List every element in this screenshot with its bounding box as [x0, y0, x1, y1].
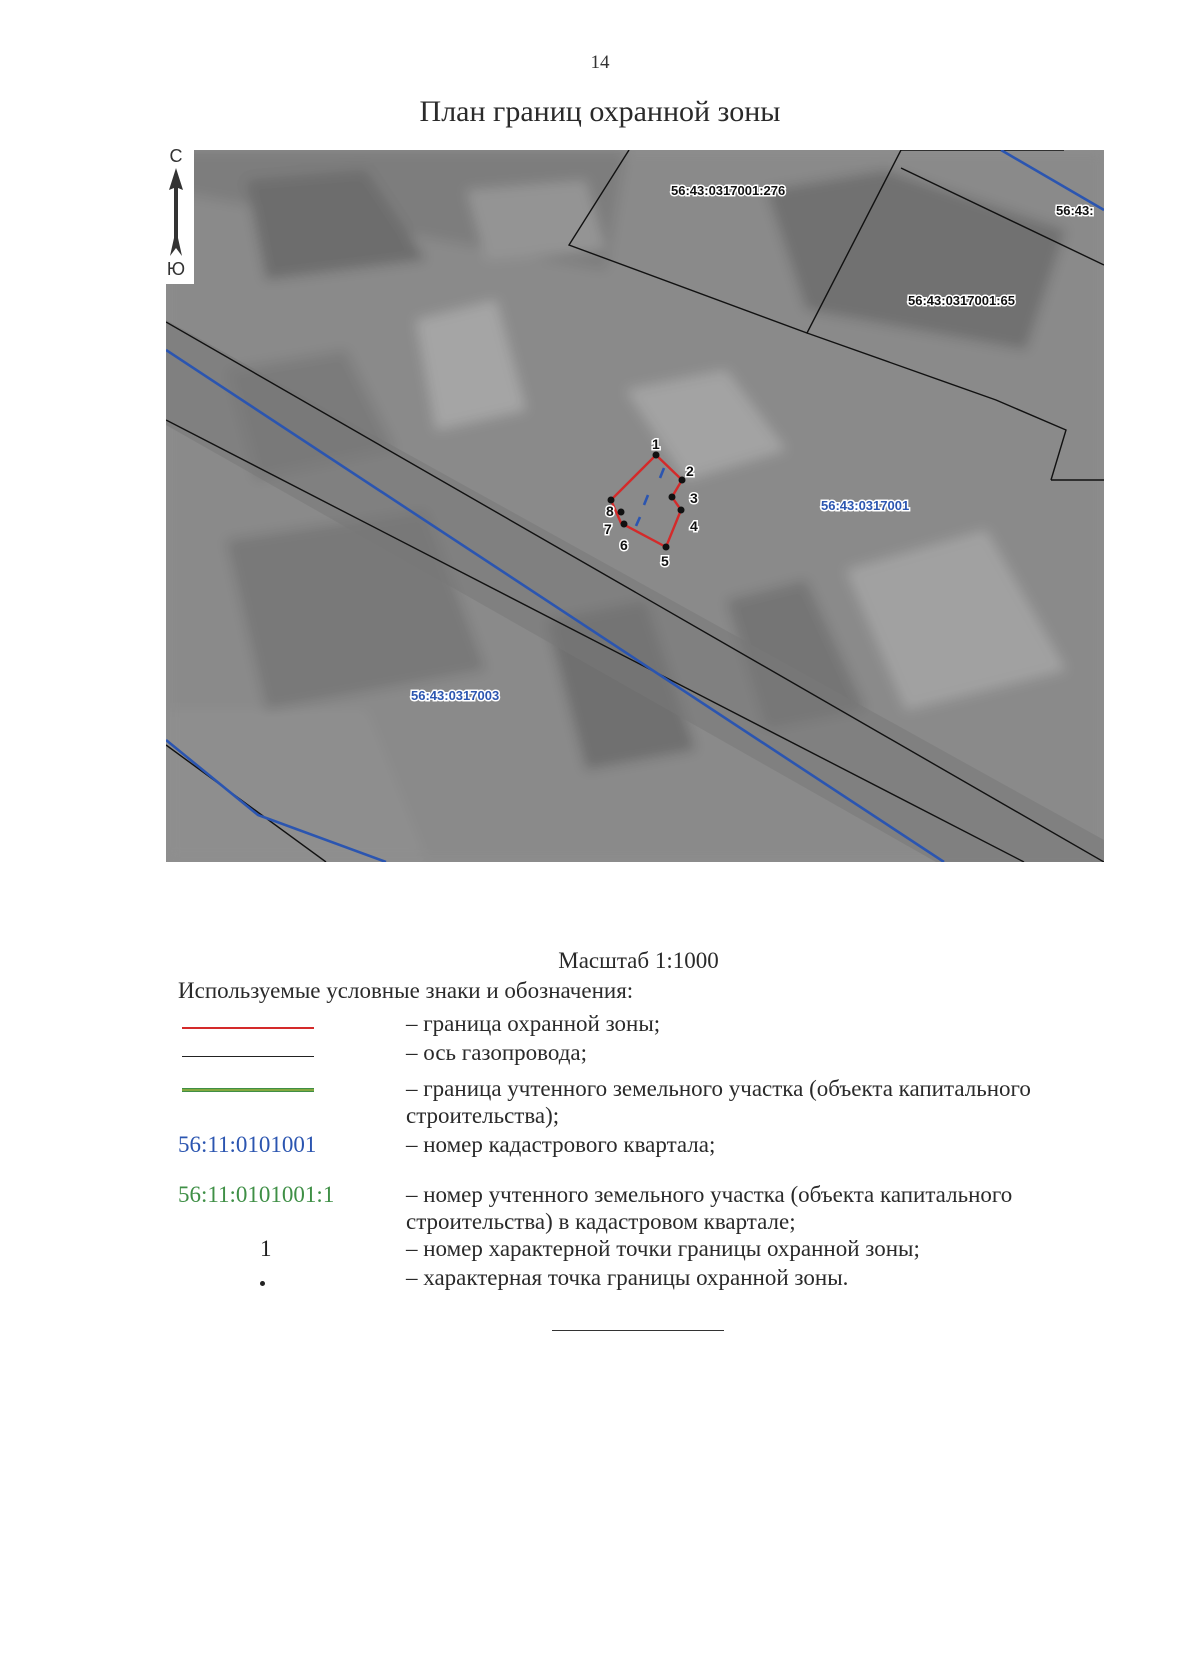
- quarter-label-main: 56:43:0317001: [821, 498, 910, 513]
- cadastral-map-svg: [166, 150, 1104, 862]
- zone-point-7[interactable]: [618, 509, 625, 516]
- point-label-8: 8: [606, 503, 614, 519]
- legend-desc: – номер кадастрового квартала;: [406, 1132, 716, 1157]
- point-label-3: 3: [690, 490, 698, 506]
- point-label-5: 5: [661, 553, 669, 569]
- legend-symbol-parcel: 56:11:0101001:1: [178, 1182, 335, 1207]
- south-label: Ю: [166, 259, 186, 279]
- point-label-2: 2: [686, 463, 694, 479]
- point-label-4: 4: [690, 518, 698, 534]
- point-label-6: 6: [620, 537, 628, 553]
- legend-desc: – граница учтенного земельного участка (объекта капитального строительства);: [406, 1076, 1031, 1128]
- zone-point-1[interactable]: [653, 452, 660, 459]
- page-title: План границ охранной зоны: [419, 95, 781, 128]
- legend-desc: – характерная точка границы охранной зоны.: [406, 1265, 849, 1290]
- end-divider: [552, 1330, 724, 1331]
- legend-symbol-point-number: 1: [260, 1236, 272, 1261]
- north-label: С: [169, 146, 183, 166]
- zone-point-2[interactable]: [679, 477, 686, 484]
- aerial-imagery: [166, 150, 1104, 862]
- legend-desc: – ось газопровода;: [406, 1040, 588, 1065]
- zone-point-3[interactable]: [669, 494, 676, 501]
- parcel-label-partial: 56:43:: [1056, 203, 1094, 218]
- legend-desc: – граница охранной зоны;: [406, 1011, 661, 1036]
- legend-desc: – номер характерной точки границы охранной зоны;: [406, 1236, 920, 1261]
- quarter-label-south: 56:43:0317003: [411, 688, 500, 703]
- point-label-1: 1: [652, 436, 660, 452]
- legend-desc: – номер учтенного земельного участка (объекта капитального строительства) в кадастровом квартале;: [406, 1182, 1013, 1234]
- zone-point-4[interactable]: [678, 507, 685, 514]
- parcel-label-65: 56:43:0317001:65: [908, 293, 1015, 308]
- north-arrow-icon: [166, 168, 186, 260]
- legend-symbol-quarter: 56:11:0101001: [178, 1132, 317, 1157]
- parcel-label-276: 56:43:0317001:276: [671, 183, 786, 198]
- map-scale: Масштаб 1:1000: [558, 948, 719, 973]
- legend-title: Используемые условные знаки и обозначения:: [178, 978, 634, 1003]
- north-arrow: [158, 144, 194, 284]
- zone-point-6[interactable]: [621, 521, 628, 528]
- page-number: 14: [590, 52, 610, 73]
- zone-point-5[interactable]: [663, 544, 670, 551]
- point-label-7: 7: [604, 521, 612, 537]
- map-view[interactable]: [166, 150, 1104, 862]
